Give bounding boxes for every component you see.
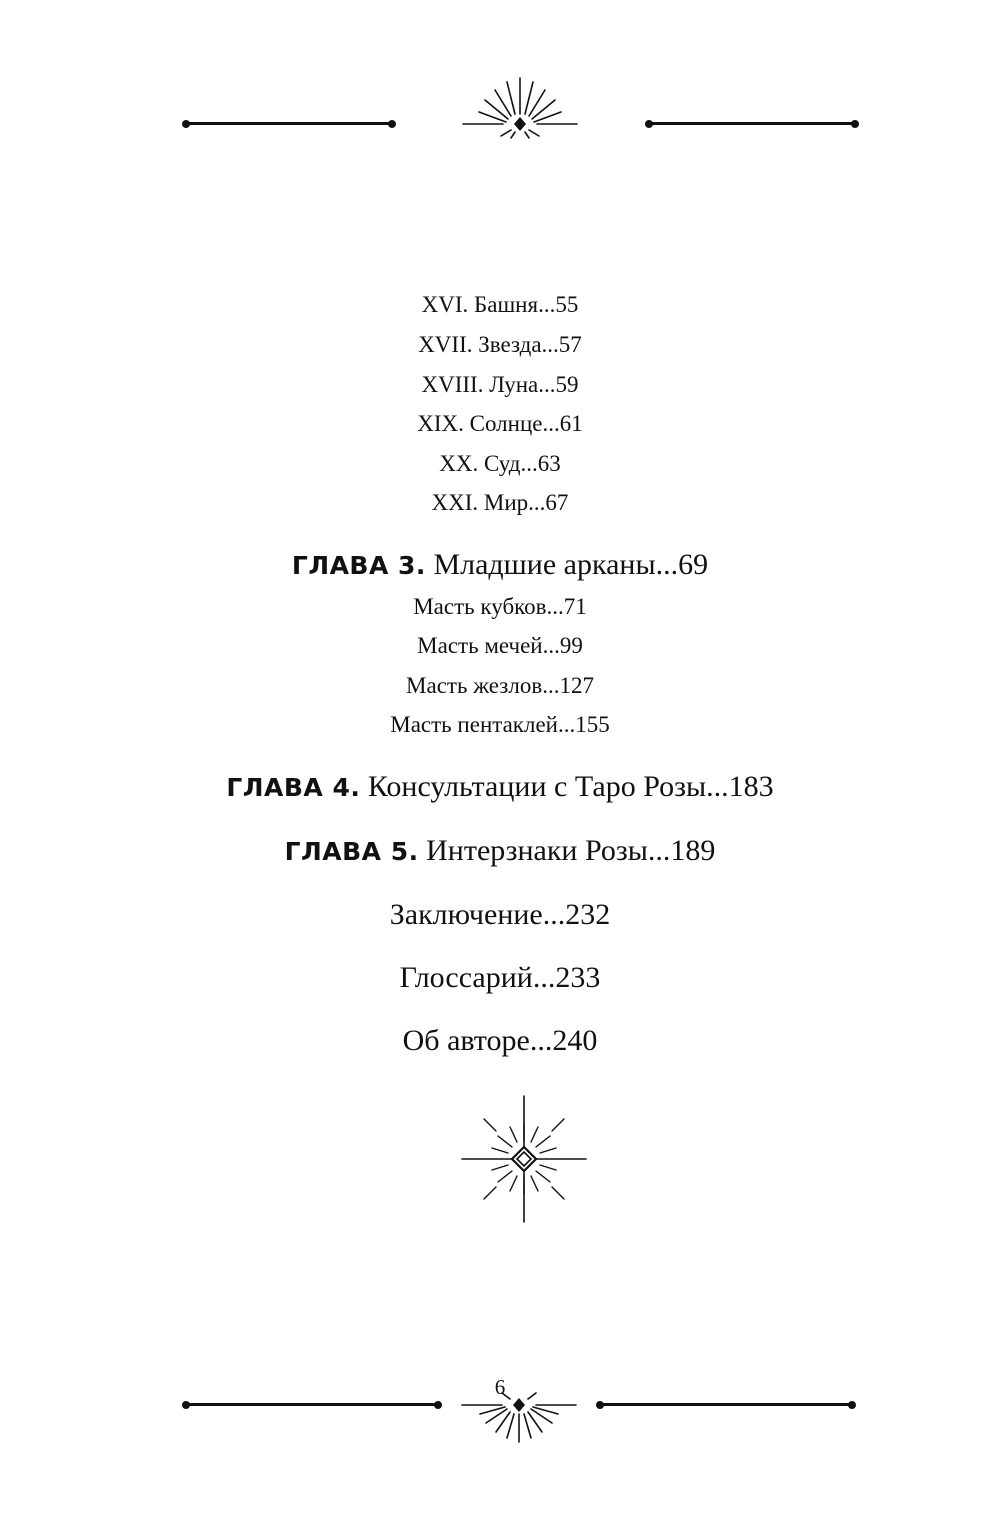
toc-entry-moon[interactable]: XVIII. Луна...59	[421, 372, 579, 397]
star-burst-icon	[460, 1094, 588, 1224]
toc-entry-cups[interactable]: Масть кубков...71	[413, 594, 587, 619]
header-right-rule	[649, 122, 855, 125]
toc-chapter-5[interactable]	[0, 836, 1000, 866]
toc-chapter-3[interactable]	[0, 550, 1000, 580]
header-sunburst-icon	[455, 70, 585, 140]
toc-entry-judgement[interactable]: XX. Суд...63	[439, 451, 561, 476]
header-left-rule	[186, 122, 392, 125]
toc-entry-star[interactable]: XVII. Звезда...57	[418, 332, 582, 357]
chapter-5-title: Интерзнаки Розы...189	[418, 834, 716, 867]
toc-entry-glossary[interactable]: Глоссарий...233	[399, 961, 601, 994]
chapter-4-label: ГЛАВА 4.	[226, 773, 361, 802]
footer-left-rule	[186, 1403, 438, 1406]
footer-sunburst-icon	[454, 1378, 584, 1448]
toc-entry-sun[interactable]: XIX. Солнце...61	[417, 411, 583, 436]
page-number: 6	[494, 1375, 506, 1399]
chapter-3-title: Младшие арканы...69	[425, 548, 709, 581]
chapter-5-label: ГЛАВА 5.	[284, 837, 419, 866]
chapter-3-label: ГЛАВА 3.	[291, 551, 426, 580]
toc-entry-conclusion[interactable]: Заключение...232	[389, 898, 611, 931]
toc-entry-wands[interactable]: Масть жезлов...127	[406, 673, 594, 698]
chapter-4-title: Консультации с Таро Розы...183	[360, 770, 774, 803]
toc-chapter-4[interactable]	[0, 772, 1000, 802]
footer-right-rule	[600, 1403, 852, 1406]
toc-entry-about-author[interactable]: Об авторе...240	[402, 1024, 598, 1057]
toc-entry-world[interactable]: XXI. Мир...67	[431, 490, 569, 515]
toc-entry-swords[interactable]: Масть мечей...99	[417, 633, 583, 658]
toc-entry-pentacles[interactable]: Масть пентаклей...155	[390, 712, 610, 737]
toc-entry-tower[interactable]: XVI. Башня...55	[421, 292, 579, 317]
